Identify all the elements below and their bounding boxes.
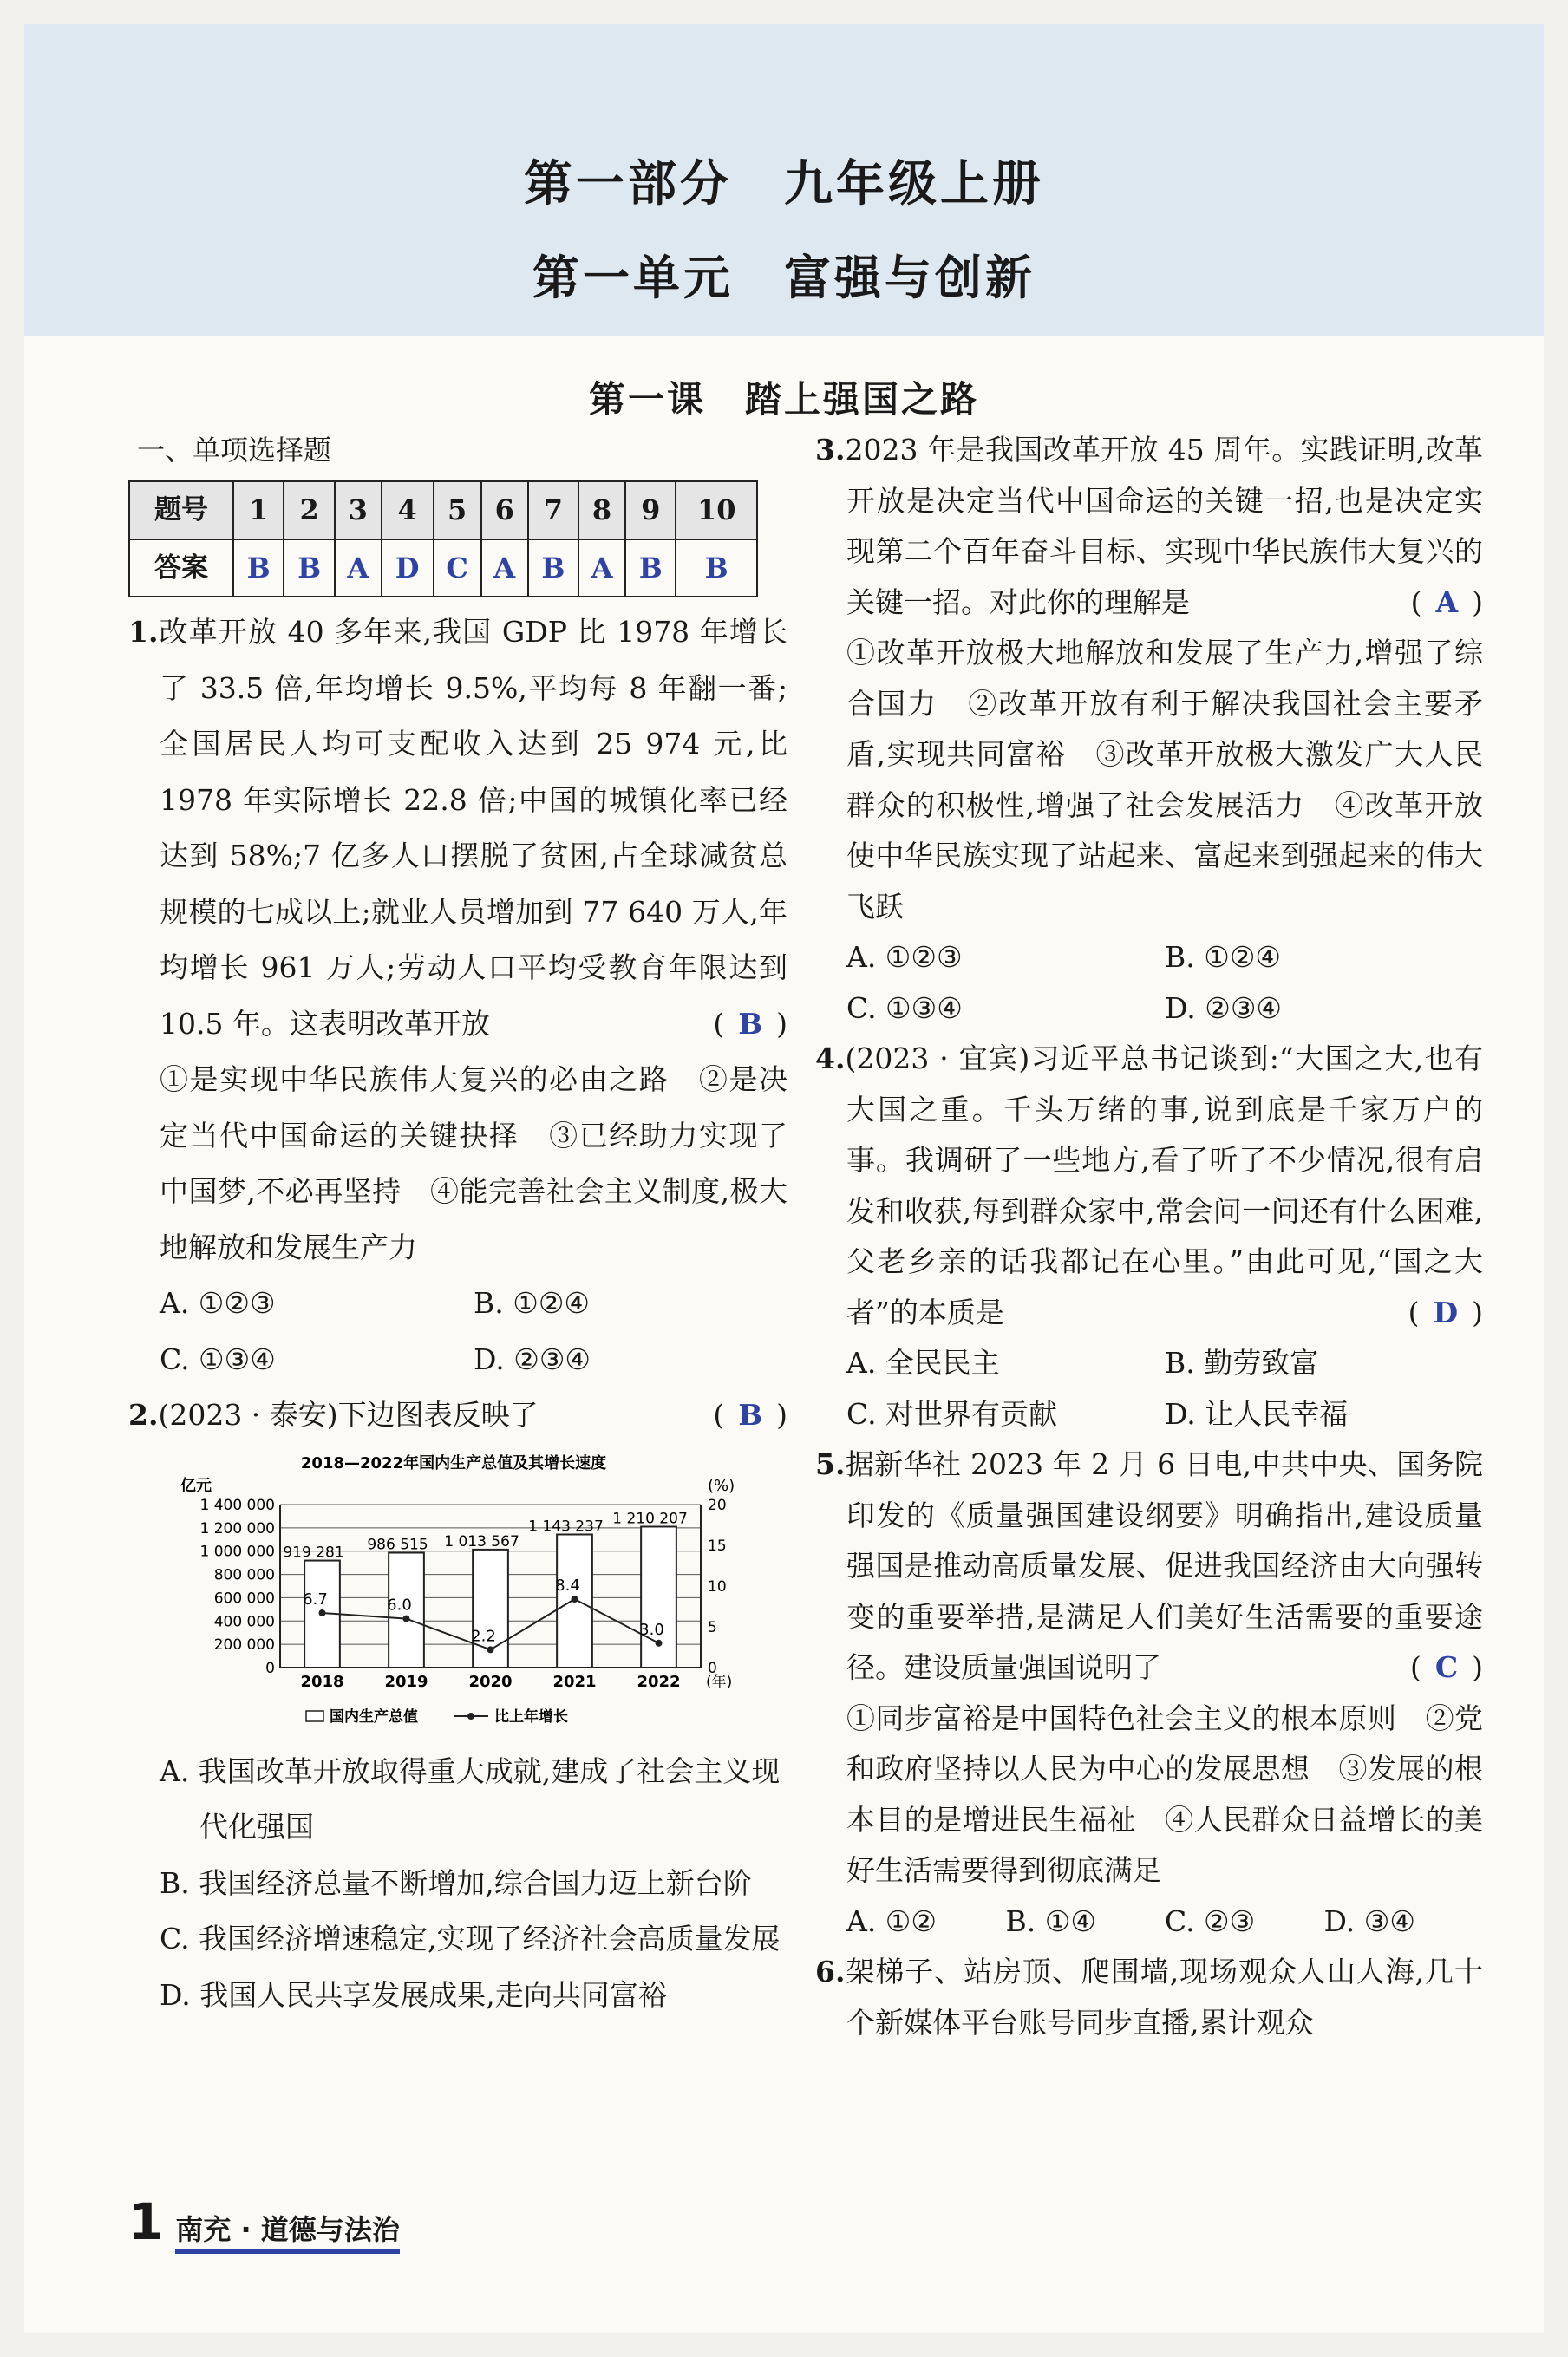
growth-value-label: 2.2: [471, 1626, 496, 1645]
unit-title: 第一单元 富强与创新: [532, 250, 1036, 305]
question-stem: 据新华社 2023 年 2 月 6 日电,中共中央、国务院印发的《质量强国建设纲要》明确指出,建设质量强国是推动高质量发展、促进我国经济由大向强转变的重要举措,是满足人们美好生活需要的重要途径。建设质量强国说明了: [845, 1447, 1483, 1684]
option-c[interactable]: C. 对世界有贡献: [846, 1396, 1058, 1431]
y-tick-label: 600 000: [213, 1589, 275, 1607]
gdp-chart-svg: [146, 1453, 770, 1739]
option-a[interactable]: A. 全民民主: [846, 1346, 1000, 1380]
option-a[interactable]: A. ①②③: [160, 1286, 276, 1320]
bar-value-label: 986 515: [367, 1536, 428, 1554]
legend-line-marker: [467, 1713, 474, 1720]
option-c[interactable]: C. ①③④: [160, 1342, 276, 1376]
question-statements: ①是实现中华民族伟大复兴的必由之路 ②是决定当代中国命运的关键抉择 ③已经助力实现了中国梦,不必再坚持 ④能完善社会主义制度,极大地解放和发展生产力: [160, 1062, 787, 1264]
question-number: 4.: [815, 1041, 846, 1075]
y-tick-label: 1 000 000: [199, 1543, 275, 1561]
question-stem: 改革开放 40 多年来,我国 GDP 比 1978 年增长了 33.5 倍,年均增长 9.5%,平均每 8 年翻一番;全国居民人均可支配收入达到 25 974 元,比 1978 年实际增长 22.8 倍;中国的城镇化率已经达到 58%;7 亿多人口摆脱了贫困,占全球减贫总规模的七成以上;就业人员增加到 77 640 万人,年均增长 961 万人;劳动人口平均受教育年限达到 10.5 年。这表明改革开放: [158, 615, 787, 1041]
answer-letter: C: [1434, 1650, 1459, 1684]
option-a[interactable]: A. ①②: [846, 1903, 937, 1938]
question-stem: (2023 · 泰安)下边图表反映了: [158, 1398, 539, 1432]
question-number: 5.: [815, 1447, 846, 1481]
table-cell: 5: [434, 481, 481, 539]
answer-letter: B: [738, 1398, 763, 1432]
bar-value-label: 1 013 567: [444, 1532, 519, 1551]
bar-value-label: 1 210 207: [612, 1509, 688, 1527]
right-column: [815, 425, 1483, 2048]
question-3: [815, 425, 1483, 628]
table-answer: A: [335, 539, 382, 597]
part-title: 第一部分 九年级上册: [524, 156, 1044, 212]
page-number: 1: [128, 2192, 164, 2251]
y-tick-label: 1 200 000: [199, 1519, 275, 1538]
option-d[interactable]: D. 让人民幸福: [1165, 1396, 1349, 1431]
x-tick-label: 2022: [637, 1672, 681, 1691]
header-banner: [24, 24, 1544, 336]
answer-table: [128, 480, 758, 597]
y-tick-label: 400 000: [213, 1612, 275, 1630]
y2-tick-label: 10: [708, 1577, 727, 1596]
question-statements: ①同步富裕是中国特色社会主义的根本原则 ②党和政府坚持以人民为中心的发展思想 ③发展的根本目的是增进民生福祉 ④人民群众日益增长的美好生活需要得到彻底满足: [846, 1701, 1483, 1887]
growth-value-label: 3.0: [639, 1620, 664, 1639]
question-number: 2.: [128, 1398, 159, 1432]
x-tick-label: 2020: [468, 1672, 513, 1691]
question-1: [128, 604, 787, 1052]
bar-value-label: 1 143 237: [528, 1517, 604, 1535]
options-row: [128, 1276, 787, 1332]
growth-point: [572, 1596, 578, 1603]
option-d[interactable]: D. 我国人民共享发展成果,走向共同富裕: [160, 1977, 667, 2012]
gdp-chart: [146, 1453, 770, 1739]
question-stem: (2023 · 宜宾)习近平总书记谈到:“大国之大,也有大国之重。千头万绪的事,说到底是千家万户的事。我调研了一些地方,看了听了不少情况,很有启发和收获,每到群众家中,常会问一问还有什么困难,父老乡亲的话我都记在心里。”由此可见,“国之大者”的本质是: [845, 1041, 1483, 1329]
x-tick-label: 2018: [300, 1672, 344, 1691]
growth-point: [487, 1646, 494, 1653]
answer-bracket: ( C ): [1409, 1650, 1483, 1684]
growth-point: [403, 1615, 410, 1622]
option-b[interactable]: B. ①④: [1005, 1903, 1096, 1938]
y-tick-label: 0: [265, 1659, 275, 1677]
y-tick-label: 800 000: [213, 1566, 275, 1584]
table-cell: 10: [676, 481, 757, 539]
x-axis-unit: (年): [706, 1673, 733, 1691]
y2-tick-label: 20: [708, 1496, 727, 1514]
legend-bar-swatch: [306, 1711, 323, 1721]
left-column: [128, 425, 787, 2023]
option-c[interactable]: C. 我国经济增速稳定,实现了经济社会高质量发展: [160, 1922, 781, 1955]
question-number: 6.: [815, 1955, 846, 1988]
answer-letter: A: [1435, 584, 1459, 619]
y2-axis-label: (%): [708, 1476, 735, 1495]
question-4: [815, 1034, 1483, 1338]
table-answer: B: [676, 539, 757, 597]
table-cell: 7: [528, 481, 578, 539]
question-5: [815, 1440, 1483, 1694]
table-label: 答案: [129, 539, 233, 597]
option-d[interactable]: D. ②③④: [1165, 990, 1283, 1025]
question-number: 1.: [128, 615, 159, 649]
answer-bracket: ( B ): [713, 1006, 787, 1041]
question-stem: 架梯子、站房顶、爬围墙,现场观众人山人海,几十个新媒体平台账号同步直播,累计观众: [845, 1955, 1483, 2040]
option-b[interactable]: B. ①②④: [474, 1286, 590, 1320]
growth-point: [319, 1609, 326, 1616]
y2-tick-label: 5: [708, 1618, 717, 1636]
table-cell: 1: [233, 481, 284, 539]
x-tick-label: 2021: [552, 1672, 597, 1691]
options-row: [815, 983, 1483, 1035]
chart-title: 2018—2022年国内生产总值及其增长速度: [300, 1453, 607, 1472]
options-row: [815, 1338, 1483, 1389]
question-2: [128, 1387, 787, 1444]
option-b[interactable]: B. 勤劳致富: [1165, 1346, 1319, 1380]
option-d[interactable]: D. ②③④: [474, 1342, 591, 1376]
table-answer: D: [382, 539, 434, 597]
answer-letter: D: [1433, 1295, 1459, 1329]
x-tick-label: 2019: [384, 1672, 428, 1691]
growth-value-label: 6.7: [303, 1590, 328, 1609]
option-a[interactable]: A. ①②③: [846, 940, 963, 974]
table-cell: 4: [382, 481, 434, 539]
table-label: 题号: [129, 481, 233, 539]
table-cell: 3: [335, 481, 382, 539]
table-answer: B: [625, 539, 676, 597]
growth-value-label: 8.4: [555, 1576, 580, 1595]
option-b[interactable]: B. ①②④: [1165, 940, 1281, 974]
question-stem: 2023 年是我国改革开放 45 周年。实践证明,改革开放是决定当代中国命运的关键一招,也是决定实现第二个百年奋斗目标、实现中华民族伟大复兴的关键一招。对此你的理解是: [845, 433, 1483, 619]
question-number: 3.: [815, 433, 846, 467]
y2-tick-label: 15: [708, 1537, 727, 1555]
legend-line-label: 比上年增长: [494, 1707, 568, 1726]
legend-bar-label: 国内生产总值: [330, 1707, 418, 1726]
footer: [128, 2192, 400, 2254]
options-row: [815, 932, 1483, 983]
option-b[interactable]: B. 我国经济总量不断增加,综合国力迈上新台阶: [160, 1865, 752, 1900]
y2-tick-label: 0: [708, 1659, 717, 1677]
table-answer: A: [578, 539, 625, 597]
question-statements: ①改革开放极大地解放和发展了生产力,增强了综合国力 ②改革开放有利于解决我国社会主要矛盾,实现共同富裕 ③改革开放极大激发广大人民群众的积极性,增强了社会发展活力 ④改革开放使中华民族实现了站起来、富起来到强起来的伟大飞跃: [846, 636, 1483, 924]
option-d[interactable]: D. ③④: [1323, 1903, 1415, 1938]
option-c[interactable]: C. ②③: [1165, 1903, 1256, 1938]
answer-letter: B: [738, 1006, 763, 1041]
option-c[interactable]: C. ①③④: [846, 990, 963, 1025]
table-answer: C: [434, 539, 481, 597]
answer-bracket: ( A ): [1410, 584, 1483, 619]
options-row: [815, 1389, 1483, 1440]
y-axis-label: 亿元: [180, 1476, 212, 1495]
book-title: 南充 · 道德与法治: [175, 2208, 399, 2254]
options-row: [128, 1332, 787, 1388]
table-cell: 2: [284, 481, 334, 539]
option-a[interactable]: A. 我国改革开放取得重大成就,建成了社会主义现代化强国: [160, 1753, 781, 1844]
answer-bracket: ( D ): [1408, 1295, 1483, 1329]
question-6: [815, 1947, 1483, 2048]
table-answer: B: [233, 539, 284, 597]
answer-bracket: ( B ): [713, 1398, 787, 1432]
growth-value-label: 6.0: [387, 1596, 412, 1615]
section-title: 一、单项选择题: [137, 434, 332, 467]
table-answer: B: [284, 539, 334, 597]
bar-value-label: 919 281: [283, 1544, 344, 1562]
table-cell: 9: [625, 481, 676, 539]
growth-point: [656, 1639, 663, 1646]
options-row: [815, 1897, 1483, 1948]
answer-table-answer-row: [129, 539, 757, 597]
table-answer: B: [528, 539, 578, 597]
answer-table-number-row: [129, 481, 757, 539]
table-cell: 8: [578, 481, 625, 539]
lesson-title: 第一课 踏上强国之路: [588, 378, 979, 421]
y-tick-label: 1 400 000: [199, 1496, 275, 1514]
y-tick-label: 200 000: [213, 1636, 275, 1654]
table-cell: 6: [481, 481, 528, 539]
table-answer: A: [481, 539, 528, 597]
